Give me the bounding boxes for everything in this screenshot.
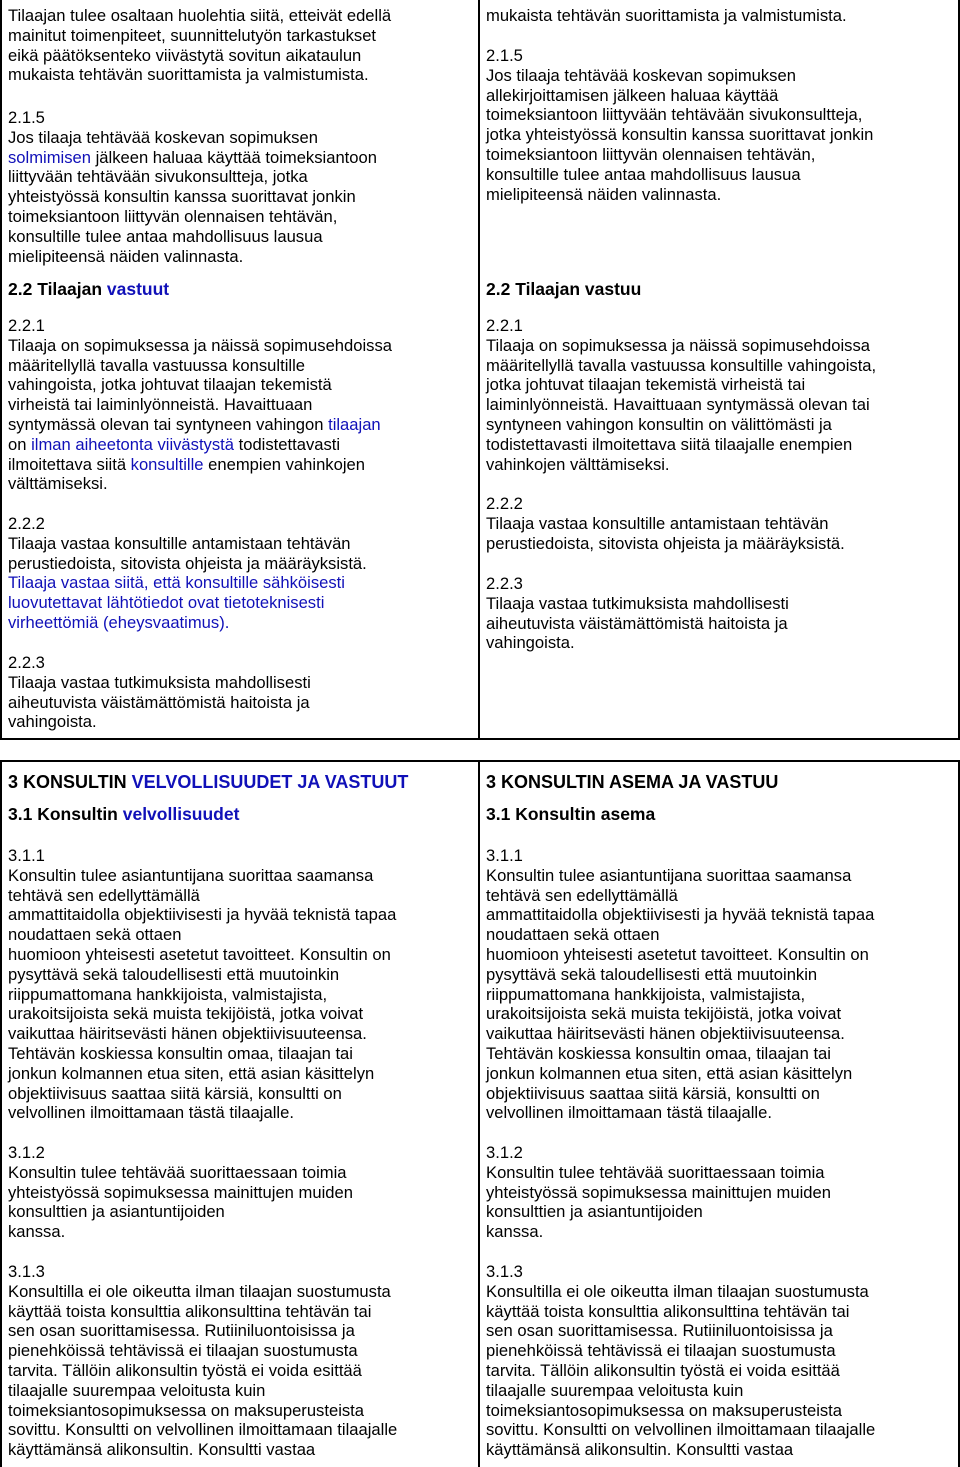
- text-line: pienehköissä tehtävissä ei tilaajan suostumusta: [486, 1341, 836, 1361]
- text-line: liittyvään tehtävään sivukonsultteja, jotka: [8, 167, 308, 187]
- text-line: konsultille tulee antaa mahdollisuus lausua: [8, 226, 323, 246]
- text-line: vahinkojen välttämiseksi.: [486, 454, 670, 474]
- text-line: allekirjoittamisen jälkeen haluaa käyttää: [486, 85, 779, 105]
- text-line: noudattaen sekä ottaen: [8, 925, 182, 945]
- section-number: 3.1.1: [8, 846, 45, 865]
- section-2-1-5: [8, 108, 377, 266]
- heading-text: 3.1 Konsultin: [8, 804, 123, 824]
- text-line: tilaajalle suurempaa veloitusta kuin: [8, 1380, 266, 1400]
- table-row-konsultin-asema: [0, 760, 960, 1467]
- table-border-top: [0, 760, 960, 762]
- section-3-1-1: [486, 846, 874, 1123]
- section-3-1-3: [486, 1262, 875, 1460]
- text-line: pienehköissä tehtävissä ei tilaajan suostumusta: [8, 1341, 358, 1361]
- changed-text: ilman aiheetonta viivästystä: [31, 434, 234, 454]
- text-line: tilaajalle suurempaa veloitusta kuin: [486, 1380, 744, 1400]
- text-line: laiminlyönneistä. Havaittuaan syntymässä olevan tai: [486, 395, 870, 415]
- text-line: yhteistyössä sopimuksessa mainittujen muiden: [486, 1182, 831, 1202]
- text-line: määritellyllä tavalla vastuussa konsultille: [8, 355, 305, 375]
- section-2-2-1: [8, 316, 392, 494]
- table-border-left: [0, 0, 2, 738]
- text-line: Konsultin tulee tehtävää suorittaessaan toimia: [8, 1162, 347, 1182]
- text-line: [8, 455, 392, 475]
- section-2-2-3: [486, 574, 789, 653]
- text-line: Tilaaja vastaa tutkimuksista mahdollisesti: [8, 672, 311, 692]
- text-line: noudattaen sekä ottaen: [486, 925, 660, 945]
- text-line: Tilaaja vastaa tutkimuksista mahdollisesti: [486, 593, 789, 613]
- changed-text: konsultille: [130, 454, 204, 474]
- text-line: yhteistyössä sopimuksessa mainittujen muiden: [8, 1182, 353, 1202]
- text-line: Jos tilaaja tehtävää koskevan sopimuksen: [486, 65, 796, 85]
- changed-text: velvollisuudet: [122, 804, 240, 824]
- text-line: ammattitaidolla objektiivisesti ja hyvää teknistä tapaa: [486, 905, 875, 925]
- text-line: Jos tilaaja tehtävää koskevan sopimuksen: [8, 127, 318, 147]
- text-line: vahingoista, jotka johtuvat tilaajan tekemistä: [8, 375, 332, 395]
- text-line: kanssa.: [8, 1222, 66, 1242]
- section-number: 3.1.2: [486, 1143, 523, 1162]
- text-line: [8, 148, 377, 168]
- section-3-1-2: [486, 1143, 831, 1242]
- text-line: käyttää toista konsulttia alikonsulttina tehtävän tai: [8, 1301, 372, 1321]
- text-line: Konsultilla ei ole oikeutta ilman tilaajan suostumusta: [486, 1281, 869, 1301]
- text-span: syntymässä olevan tai syntyneen vahingon: [8, 414, 329, 434]
- text-line: konsultille tulee antaa mahdollisuus lausua: [486, 164, 801, 184]
- text-line: Konsultin tulee asiantuntijana suorittaa saamansa: [486, 865, 852, 885]
- text-line: jonkun kolmannen etua siten, että asian käsittelyn: [486, 1063, 853, 1083]
- section-3-1-2: [8, 1143, 353, 1242]
- text-line: Konsultin tulee asiantuntijana suorittaa saamansa: [8, 865, 374, 885]
- text-line: riippumattomana hankkijoista, valmistajista,: [486, 984, 806, 1004]
- changed-text-line: virheettömiä (eheysvaatimus).: [8, 612, 230, 632]
- section-number: 2.2.2: [8, 514, 45, 533]
- section-2-1-5: [486, 46, 873, 204]
- section-number: 3.1.3: [486, 1262, 523, 1281]
- text-line: Tilaaja vastaa konsultille antamistaan tehtävän: [8, 533, 351, 553]
- text-line: mukaista tehtävän suorittamista ja valmistumista.: [8, 65, 369, 85]
- column-divider: [478, 760, 480, 1467]
- text-line: sen osan suorittamisessa. Rutiiniluontoisissa ja: [8, 1321, 355, 1341]
- text-line: sovittu. Konsultti on velvollinen ilmoittamaan tilaajalle: [8, 1420, 398, 1440]
- text-line: vahingoista.: [486, 633, 575, 653]
- text-line: tarvita. Tällöin alikonsultin työstä ei voida esittää: [8, 1360, 362, 1380]
- text-line: käyttämänsä alikonsultin. Konsultti vastaa: [486, 1440, 794, 1460]
- text-line: Tilaaja on sopimuksessa ja näissä sopimusehdoissa: [8, 335, 393, 355]
- changed-text: solmimisen: [8, 147, 91, 167]
- text-line: perustiedoista, sitovista ohjeista ja määräyksistä.: [8, 553, 367, 573]
- text-line: todistettavasti ilmoitettava siitä tilaajalle enempien: [486, 434, 853, 454]
- text-line: Tehtävän koskiessa konsultin omaa, tilaajan tai: [8, 1043, 353, 1063]
- text-line: Konsultin tulee tehtävää suorittaessaan toimia: [486, 1162, 825, 1182]
- changed-text: vastuut: [106, 279, 170, 299]
- text-line: aiheutuvista väistämättömistä haitoista ja: [8, 692, 310, 712]
- text-line: velvollinen ilmoittamaan tästä tilaajalle.: [8, 1103, 294, 1123]
- changed-text: VELVOLLISUUDET JA VASTUUT: [131, 772, 409, 792]
- text-line: objektiivisuus saattaa siitä kärsiä, konsultti on: [486, 1083, 820, 1103]
- text-line: huomioon yhteisesti asetetut tavoitteet. Konsultin on: [486, 944, 869, 964]
- text-line: jotka johtuvat tilaajan tekemistä virheistä tai: [486, 375, 806, 395]
- text-line: Tilaaja vastaa konsultille antamistaan tehtävän: [486, 513, 829, 533]
- heading-2-2: 2.2 Tilaajan vastuu: [486, 279, 642, 299]
- text-line: Tehtävän koskiessa konsultin omaa, tilaajan tai: [486, 1043, 831, 1063]
- column-divider: [478, 0, 480, 738]
- text-line: toimeksiantoon liittyvän olennaisen tehtävän,: [8, 206, 338, 226]
- text-line: mainitut toimenpiteet, suunnittelutyön tarkastukset: [8, 25, 377, 45]
- intro-paragraph: [8, 6, 391, 85]
- text-line: riippumattomana hankkijoista, valmistajista,: [8, 984, 328, 1004]
- text-span: jälkeen haluaa käyttää toimeksiantoon: [91, 147, 377, 167]
- text-line: mielipiteensä näiden valinnasta.: [486, 184, 722, 204]
- section-3-1-3: [8, 1262, 397, 1460]
- text-line: tarvita. Tällöin alikonsultin työstä ei voida esittää: [486, 1360, 840, 1380]
- text-line: käyttämänsä alikonsultin. Konsultti vastaa: [8, 1440, 316, 1460]
- text-line: ammattitaidolla objektiivisesti ja hyvää teknistä tapaa: [8, 905, 397, 925]
- section-number: 2.2.1: [486, 316, 523, 335]
- heading-3: 3 KONSULTIN ASEMA JA VASTUU: [486, 772, 779, 792]
- text-line: välttämiseksi.: [8, 474, 108, 494]
- section-number: 3.1.2: [8, 1143, 45, 1162]
- text-line: velvollinen ilmoittamaan tästä tilaajalle.: [486, 1103, 772, 1123]
- section-number: 2.1.5: [486, 46, 523, 65]
- heading-3: [8, 772, 408, 792]
- text-line: toimeksiantoon liittyvän olennaisen tehtävän,: [486, 144, 816, 164]
- text-line: vahingoista.: [8, 712, 97, 732]
- text-line: [8, 435, 392, 455]
- text-line: kanssa.: [486, 1222, 544, 1242]
- changed-text: tilaajan: [328, 414, 381, 434]
- text-line: konsulttien ja asiantuntijoiden: [486, 1202, 703, 1222]
- heading-3-1: [8, 804, 239, 824]
- section-number: 2.1.5: [8, 108, 45, 127]
- section-2-2-2: [8, 514, 367, 633]
- heading-text: 3 KONSULTIN: [8, 772, 132, 792]
- text-line: eikä päätöksenteko viivästytä sovitun aikataulun: [8, 45, 362, 65]
- text-line: Tilaaja on sopimuksessa ja näissä sopimusehdoissa: [486, 335, 871, 355]
- changed-text-line: luovutettavat lähtötiedot ovat tietoteknisesti: [8, 593, 325, 613]
- text-line: pysyttävä sekä taloudellisesti että muutoinkin: [8, 964, 340, 984]
- text-line: aiheutuvista väistämättömistä haitoista ja: [486, 613, 788, 633]
- section-number: 2.2.3: [8, 653, 45, 672]
- text-line: toimeksiantosopimuksessa on maksuperusteista: [8, 1400, 365, 1420]
- heading-text: 2.2 Tilaajan: [8, 279, 107, 299]
- section-number: 2.2.3: [486, 574, 523, 593]
- changed-text-line: Tilaaja vastaa siitä, että konsultille sähköisesti: [8, 573, 345, 593]
- text-span: ilmoitettava siitä: [8, 454, 131, 474]
- section-number: 2.2.2: [486, 494, 523, 513]
- text-line: objektiivisuus saattaa siitä kärsiä, konsultti on: [8, 1083, 342, 1103]
- heading-2-2: [8, 279, 169, 299]
- text-line: käyttää toista konsulttia alikonsulttina tehtävän tai: [486, 1301, 850, 1321]
- section-3-1-1: [8, 846, 396, 1123]
- text-line: urakoitsijoista sekä muista tekijöistä, jotka voivat: [486, 1004, 842, 1024]
- section-2-2-2: [486, 494, 845, 553]
- text-line: määritellyllä tavalla vastuussa konsultille vahingoista,: [486, 355, 877, 375]
- text-line: pysyttävä sekä taloudellisesti että muutoinkin: [486, 964, 818, 984]
- text-line: virheistä tai laiminlyönneistä. Havaittuaan: [8, 395, 313, 415]
- text-line: tehtävä sen edellyttämällä: [486, 885, 678, 905]
- text-line: tehtävä sen edellyttämällä: [8, 885, 200, 905]
- text-line: huomioon yhteisesti asetetut tavoitteet. Konsultin on: [8, 944, 391, 964]
- text-line: jotka yhteistyössä konsultin kanssa suorittavat jonkin: [486, 125, 874, 145]
- text-line: sovittu. Konsultti on velvollinen ilmoittamaan tilaajalle: [486, 1420, 876, 1440]
- text-line: toimeksiantoon liittyvään tehtävään sivukonsultteja,: [486, 105, 863, 125]
- section-number: 3.1.3: [8, 1262, 45, 1281]
- section-2-2-1: [486, 316, 876, 474]
- text-line: mielipiteensä näiden valinnasta.: [8, 246, 244, 266]
- text-line: yhteistyössä konsultin kanssa suorittavat jonkin: [8, 187, 356, 207]
- text-line: perustiedoista, sitovista ohjeista ja määräyksistä.: [486, 533, 845, 553]
- text-span: enempien vahinkojen: [203, 454, 365, 474]
- text-line: vaikuttaa häiritsevästi hänen objektiivisuuteensa.: [8, 1024, 367, 1044]
- table-border-left: [0, 760, 2, 1467]
- text-span: on: [8, 434, 32, 454]
- text-line: sen osan suorittamisessa. Rutiiniluontoisissa ja: [486, 1321, 833, 1341]
- text-line: urakoitsijoista sekä muista tekijöistä, jotka voivat: [8, 1004, 364, 1024]
- heading-3-1: 3.1 Konsultin asema: [486, 804, 656, 824]
- text-line: syntyneen vahingon konsultin on välittömästi ja: [486, 414, 832, 434]
- text-line: jonkun kolmannen etua siten, että asian käsittelyn: [8, 1063, 375, 1083]
- text-line: toimeksiantosopimuksessa on maksuperusteista: [486, 1400, 843, 1420]
- text-line: Tilaajan tulee osaltaan huolehtia siitä, etteivät edellä: [8, 6, 392, 25]
- text-line: mukaista tehtävän suorittamista ja valmistumista.: [486, 6, 847, 25]
- section-2-2-3: [8, 653, 311, 732]
- text-span: todistettavasti: [234, 434, 341, 454]
- text-line: konsulttien ja asiantuntijoiden: [8, 1202, 225, 1222]
- text-line: vaikuttaa häiritsevästi hänen objektiivisuuteensa.: [486, 1024, 845, 1044]
- section-number: 3.1.1: [486, 846, 523, 865]
- section-number: 2.2.1: [8, 316, 45, 335]
- text-line: Konsultilla ei ole oikeutta ilman tilaajan suostumusta: [8, 1281, 391, 1301]
- text-line: [8, 415, 392, 435]
